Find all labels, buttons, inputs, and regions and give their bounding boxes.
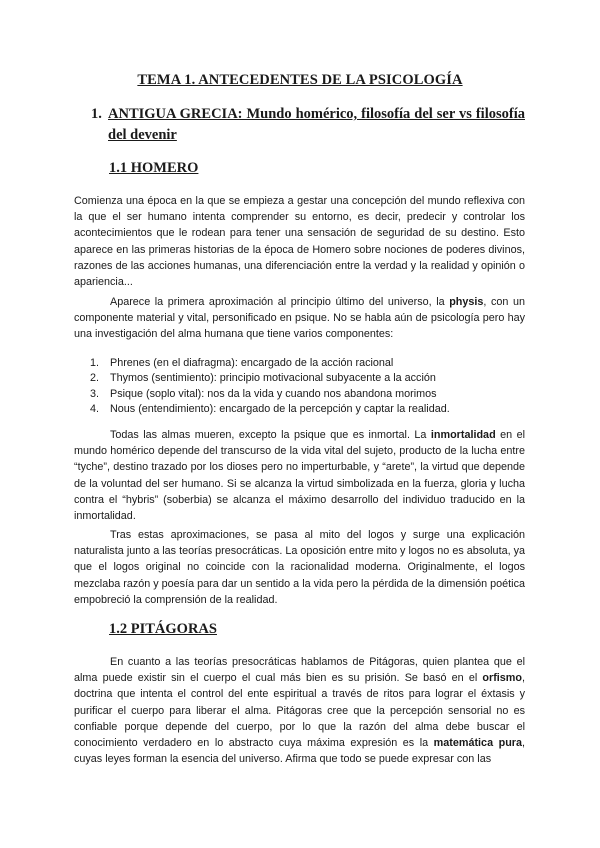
subsection-heading-homero: 1.1 HOMERO [109,160,199,176]
paragraph-pitagoras [74,654,525,767]
list-item-text: Psique (soplo vital): nos da la vida y cuando nos abandona morimos [110,387,437,400]
list-item [74,356,525,371]
bold-term-orfismo: orfismo [482,672,522,685]
paragraph-inmortalidad [74,427,525,524]
paragraph-text: , cuyas leyes forman la esencia del universo. Afirma que todo se puede expresar con las [74,737,526,766]
paragraph-physis [74,294,525,343]
list-item [74,371,525,386]
paragraph-text: en el mundo homérico depende del transcurso de la vida vital del sujeto, producto de la lucha entre “tyche”, destino trazado por los dioses pero no imperturbable, y “arete”, la virtud que depende de la voluntad del ser humano. Si se alcanza la virtud simbolizada en la fuerza, gloria y lucha contra el “hybris” (soberbia) se alcanza el máximo desarrollo del individuo traducido en la inmortalidad. [74,429,525,523]
paragraph-text: Aparece la primera aproximación al principio último del universo, la [110,296,450,308]
list-item-text: Phrenes (en el diafragma): encargado de la acción racional [110,357,394,369]
list-item-text: Thymos (sentimiento): principio motivacional subyacente a la acción [110,372,436,385]
subsection-heading-pitagoras: 1.2 PITÁGORAS [109,621,217,637]
paragraph-text: En cuanto a las teorías presocráticas hablamos de Pitágoras, quien plantea que el alma puede existir sin el cuerpo el cual más bien es su prisión. Se basó en el [74,656,525,685]
paragraph-text: , con un componente material y vital, personificado en psique. No se habla aún de psicología pero hay una investigación del alma humana que tiene varios componentes: [74,296,525,341]
paragraph-text: Todas las almas mueren, excepto la psique que es inmortal. La [110,429,431,441]
paragraph-logos: Tras estas aproximaciones, se pasa al mito del logos y surge una explicación naturalista junto a las teorías presocráticas. La oposición entre mito y logos no es absoluta, ya que el logos original no coincide con la racionalidad moderna. Originalmente, el logos mezclaba razón y poesía para dar un sentido a la vida pero la pérdida de la dimensión poética empobreció la comprensión de la realidad. [74,529,525,606]
section-heading-text: ANTIGUA GRECIA: Mundo homérico, filosofía del ser vs filosofía del devenir [108,106,525,143]
section-heading-antigua-grecia [91,104,525,146]
list-item-text: Nous (entendimiento): encargado de la percepción y captar la realidad. [110,403,450,416]
paragraph-homero-intro: Comienza una época en la que se empieza a gestar una concepción del mundo reflexiva con la que el ser humano intenta comprender su entorno, es decir, predecir y controlar los acontecimientos que le rodean para tener una sensación de seguridad de su destino. Esto aparece en las primeras historias de la época de Homero sobre nociones de poderes divinos, razones de las acciones humanas, una diferenciación entre la verdad y la realidad y opinión o apariencia... [74,195,525,289]
list-number: 4. [90,403,100,416]
paragraph-text: , doctrina que intenta el control del ente espiritual a través de ritos para lograr el éxtasis y purificar el cuerpo para liberar el alma. Pitágoras cree que la percepción sensorial no es confiable porque depende del cuerpo, por lo que la razón del alma debe buscar el conocimiento verdadero en lo abstracto cuya máxima expresión es la [74,672,525,750]
section-number: 1. [91,106,102,122]
bold-term-physis: physis [449,296,484,308]
list-number: 3. [90,387,100,400]
list-item [74,402,525,417]
list-item [74,387,525,402]
document-title: TEMA 1. ANTECEDENTES DE LA PSICOLOGÍA [137,72,463,88]
bold-term-inmortalidad: inmortalidad [430,429,496,441]
soul-components-list [74,356,525,418]
bold-term-matematica-pura: matemática pura [433,737,523,750]
list-number: 1. [90,357,100,369]
list-number: 2. [90,372,100,385]
